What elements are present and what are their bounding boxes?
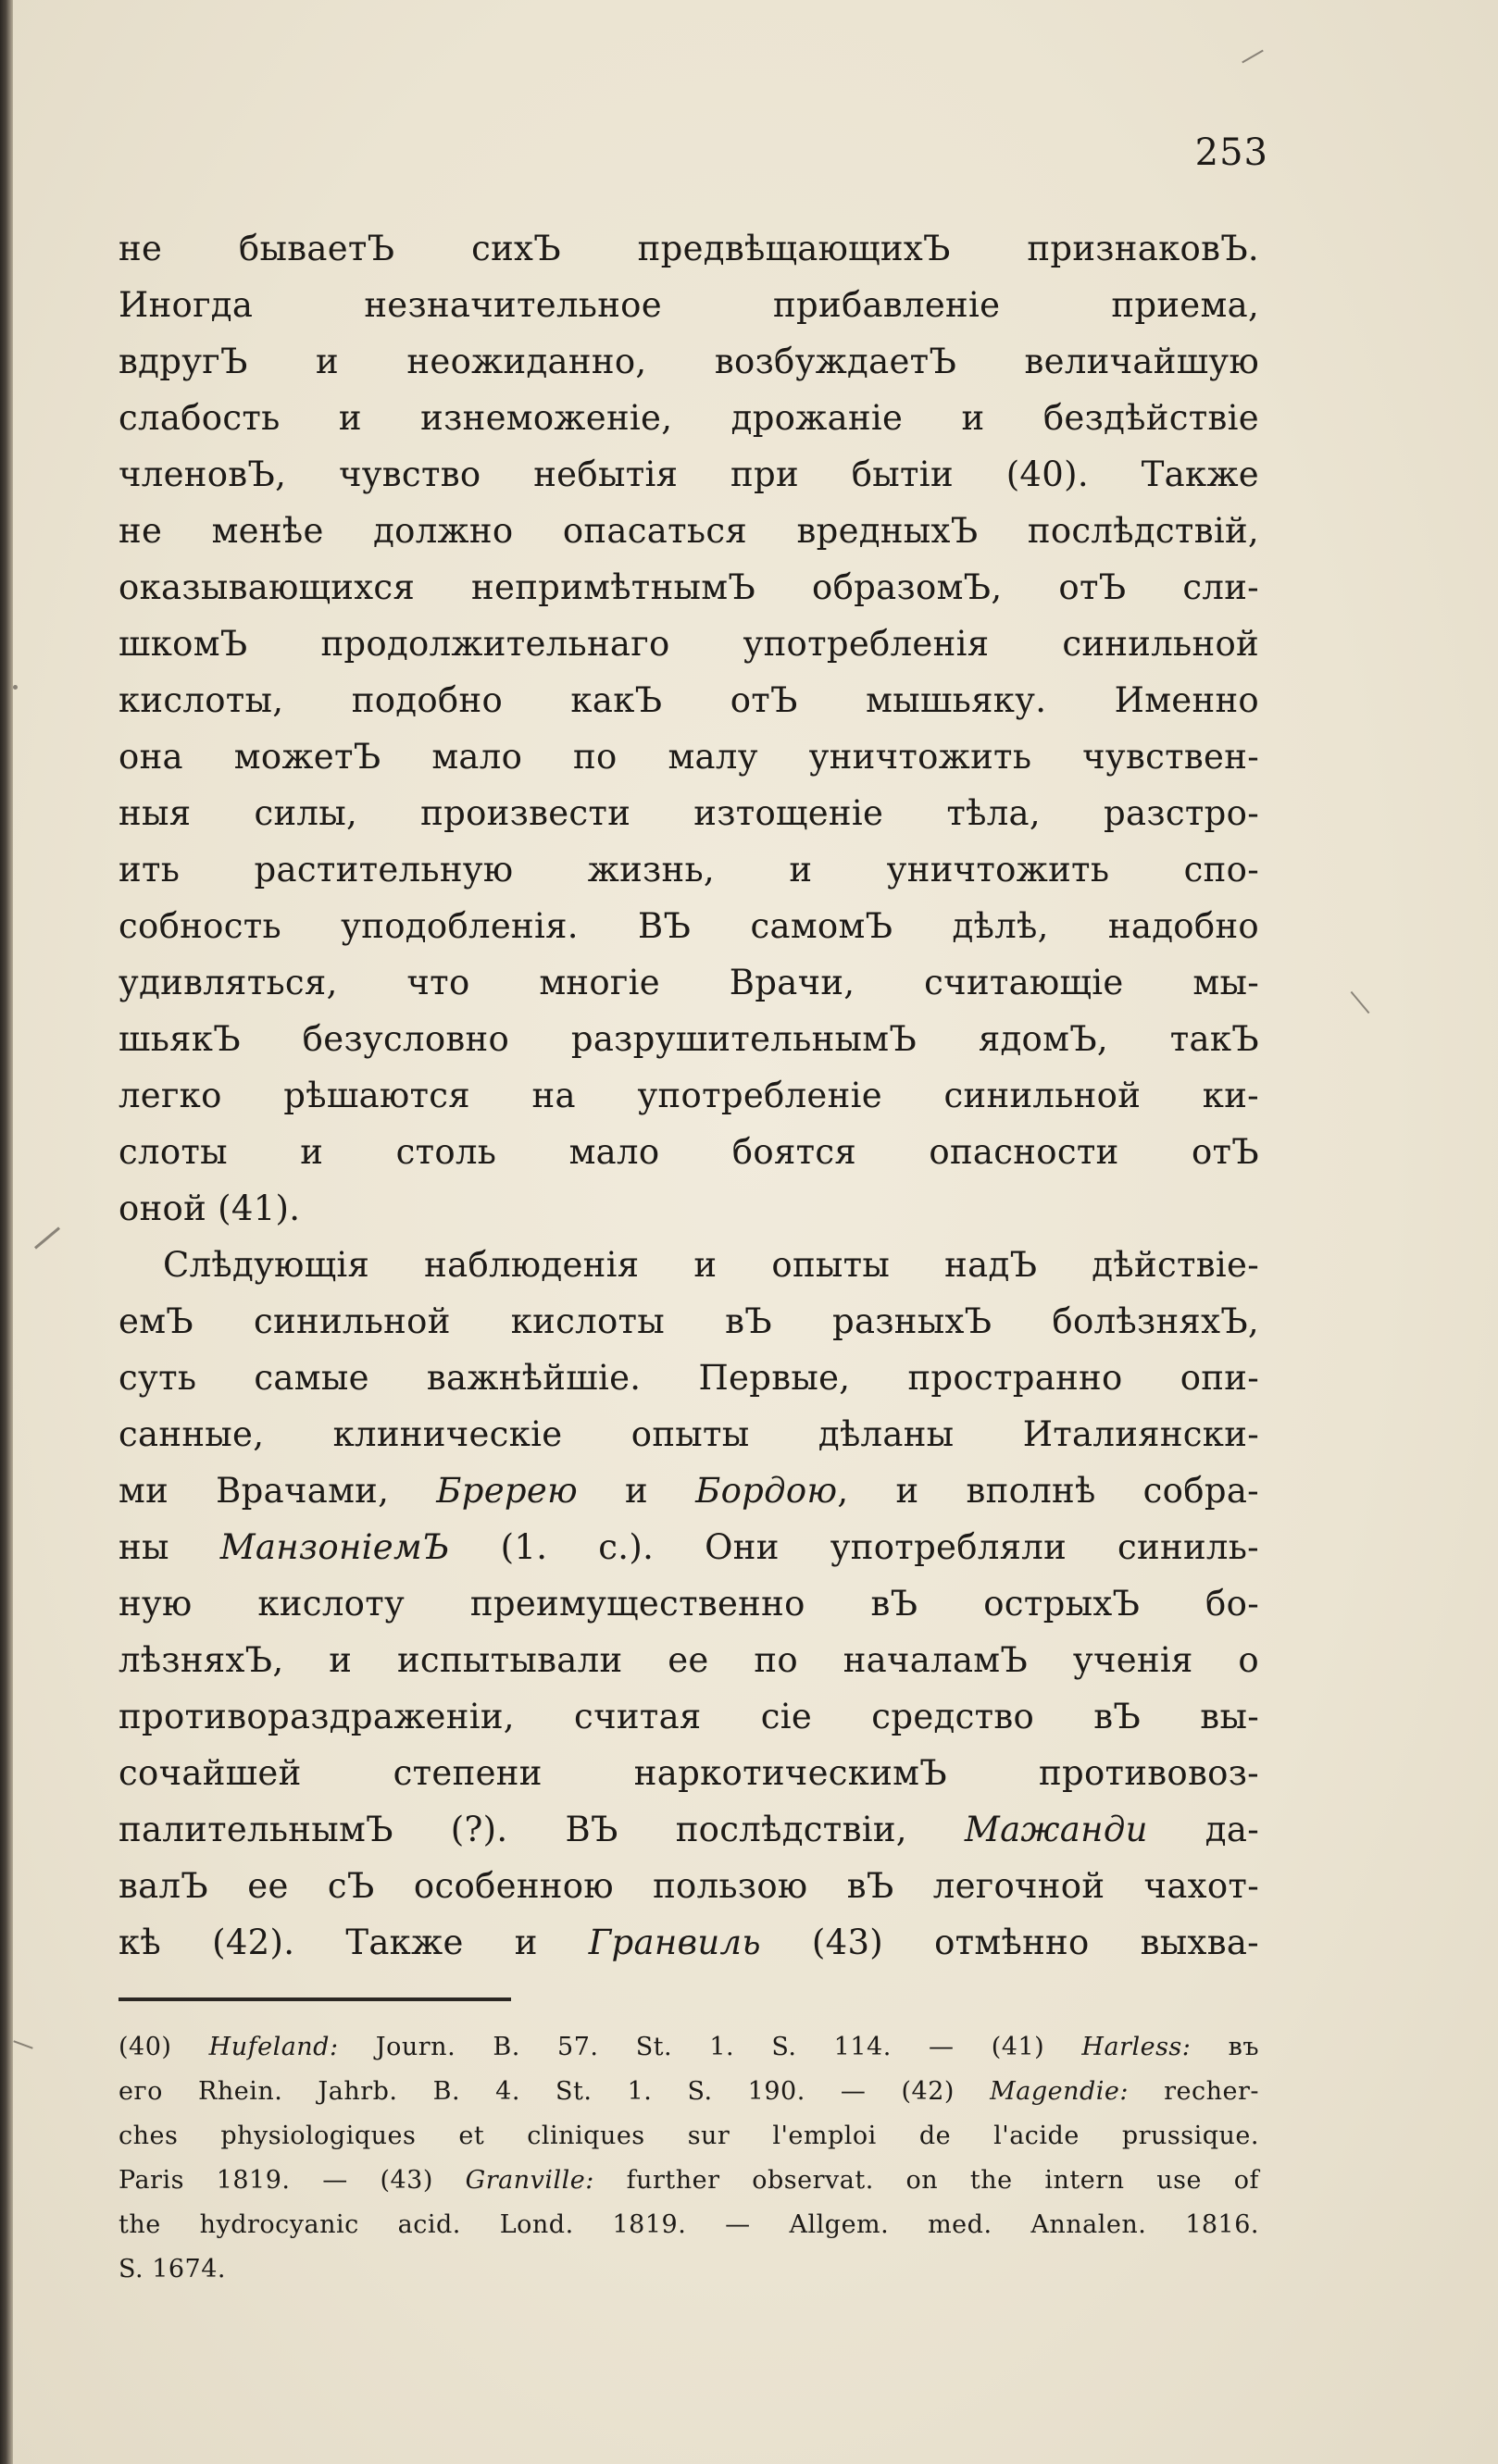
body-italic-segment: Бордою <box>695 1471 838 1511</box>
body-segment: противораздраженіи, считая сіе средство вЪ вы- <box>119 1697 1259 1736</box>
footnote-line <box>119 2159 1259 2203</box>
body-segment: шьякЪ безусловно разрушительнымЪ ядомЪ, такЪ <box>119 1019 1259 1059</box>
body-segment: валЪ ее сЪ особенною пользою вЪ легочной чахот- <box>119 1866 1259 1906</box>
body-segment: вдругЪ и неожиданно, возбуждаетЪ величайшую <box>119 342 1259 381</box>
body-segment: (43) отмѣнно выхва- <box>760 1923 1259 1962</box>
body-segment: и <box>577 1471 696 1511</box>
body-segment: она можетЪ мало по малу уничтожить чувствен- <box>119 737 1259 777</box>
footnote-segment: (40) <box>119 2033 209 2061</box>
body-line <box>119 446 1259 503</box>
body-italic-segment: Мажанди <box>964 1810 1148 1849</box>
footnote-italic-segment: Harless: <box>1081 2033 1192 2061</box>
body-segment: не менѣе должно опасаться вредныхЪ послѣдствій, <box>119 511 1259 551</box>
body-line <box>119 1801 1259 1858</box>
page-number: 253 <box>1194 131 1268 174</box>
body-line <box>119 1519 1259 1575</box>
body-line <box>119 672 1259 728</box>
footnote-segment: S. 1674. <box>119 2255 226 2284</box>
footnotes <box>119 2025 1259 2292</box>
body-segment: легко рѣшаются на употребленіе синильной ки- <box>119 1076 1259 1115</box>
body-segment: ми Врачами, <box>119 1471 437 1511</box>
body-line <box>119 898 1259 954</box>
footnote-italic-segment: Magendie: <box>990 2077 1129 2106</box>
body-segment: кѣ (42). Также и <box>119 1923 589 1962</box>
body-segment: оной (41). <box>119 1188 301 1228</box>
margin-mark <box>34 1226 60 1249</box>
body-segment: санные, клиническіе опыты дѣланы Италиянски- <box>119 1414 1259 1454</box>
body-line <box>119 1462 1259 1519</box>
body-line <box>119 616 1259 672</box>
footnote-segment: recher- <box>1128 2077 1259 2106</box>
body-segment: удивляться, что многіе Врачи, считающіе мы- <box>119 963 1259 1002</box>
body-line <box>119 1632 1259 1688</box>
body-italic-segment: МанзоніемЪ <box>219 1527 450 1567</box>
margin-mark <box>13 2040 32 2048</box>
footnote-segment: the hydrocyanic acid. Lond. 1819. — Allgem. med. Annalen. 1816. <box>119 2210 1259 2239</box>
body-segment: оказывающихся непримѣтнымЪ образомЪ, отЪ сли- <box>119 567 1259 607</box>
body-segment: собность уподобленія. ВЪ самомЪ дѣлѣ, надобно <box>119 906 1259 946</box>
body-line <box>119 1293 1259 1350</box>
body-segment: ить растительную жизнь, и уничтожить спо- <box>119 850 1259 890</box>
footnote-line <box>119 2070 1259 2114</box>
footnote-segment: его Rhein. Jahrb. B. 4. St. 1. S. 190. — (42) <box>119 2077 991 2106</box>
body-italic-segment: Бререю <box>436 1471 578 1511</box>
body-segment: кислоты, подобно какЪ отЪ мышьяку. Именно <box>119 680 1259 720</box>
body-line <box>119 1914 1259 1971</box>
body-line <box>119 559 1259 616</box>
body-segment: Слѣдующія наблюденія и опыты надЪ дѣйствіе- <box>163 1245 1259 1285</box>
body-line <box>119 841 1259 898</box>
body-segment: слоты и столь мало боятся опасности отЪ <box>119 1132 1259 1172</box>
body-line <box>119 390 1259 446</box>
body-line <box>119 954 1259 1011</box>
body-line <box>119 1745 1259 1801</box>
footnote-segment: Paris 1819. — (43) <box>119 2166 466 2195</box>
body-line <box>119 728 1259 785</box>
footnote-italic-segment: Hufeland: <box>208 2033 339 2061</box>
footnote-segment: ches physiologiques et cliniques sur l'emploi de l'acide prussique. <box>119 2122 1259 2150</box>
body-segment: да- <box>1147 1810 1259 1849</box>
body-line <box>119 333 1259 390</box>
body-line <box>119 1350 1259 1406</box>
body-line <box>119 1406 1259 1462</box>
body-segment: палительнымЪ (?). ВЪ послѣдствіи, <box>119 1810 965 1849</box>
footnote-separator-rule <box>119 1997 511 2001</box>
footnote-line <box>119 2203 1259 2247</box>
body-line <box>119 1575 1259 1632</box>
body-line <box>119 1180 1259 1237</box>
body-segment: ны <box>119 1527 220 1567</box>
footnote-italic-segment: Granville: <box>465 2166 594 2195</box>
body-line <box>119 1858 1259 1914</box>
margin-mark <box>1351 991 1370 1014</box>
footnote-line <box>119 2114 1259 2159</box>
body-segment: не бываетЪ сихЪ предвѣщающихЪ признаковЪ. <box>119 229 1259 268</box>
footnote-line <box>119 2025 1259 2070</box>
body-segment: слабость и изнеможеніе, дрожаніе и бездѣйствіе <box>119 398 1259 438</box>
body-segment: членовЪ, чувство небытія при бытіи (40). Также <box>119 454 1259 494</box>
footnote-segment: further observat. on the intern use of <box>593 2166 1259 2195</box>
body-line <box>119 1688 1259 1745</box>
footnote-segment: Journ. B. 57. St. 1. S. 114. — (41) <box>338 2033 1082 2061</box>
body-segment: , и вполнѣ собра- <box>837 1471 1259 1511</box>
body-segment: лѣзняхЪ, и испытывали ее по началамЪ ученія о <box>119 1640 1259 1680</box>
body-line <box>119 1124 1259 1180</box>
footnote-line <box>119 2247 1259 2292</box>
body-segment: суть самые важнѣйшіе. Первые, пространно опи- <box>119 1358 1259 1398</box>
body-segment: емЪ синильной кислоты вЪ разныхЪ болѣзняхЪ, <box>119 1301 1259 1341</box>
body-line <box>119 277 1259 333</box>
body-line <box>119 1011 1259 1067</box>
body-line <box>119 1067 1259 1124</box>
margin-mark <box>1242 50 1264 64</box>
body-segment: ную кислоту преимущественно вЪ острыхЪ бо- <box>119 1584 1259 1624</box>
main-text <box>119 220 1259 1971</box>
body-line <box>119 503 1259 559</box>
book-spine-shadow <box>0 0 13 2464</box>
body-segment: шкомЪ продолжительнаго употребленія синильной <box>119 624 1259 664</box>
body-line <box>119 220 1259 277</box>
footnote-segment: въ <box>1191 2033 1259 2061</box>
body-segment: сочайшей степени наркотическимЪ противовоз- <box>119 1753 1259 1793</box>
body-line <box>119 785 1259 841</box>
body-segment: ныя силы, произвести изтощеніе тѣла, разстро- <box>119 793 1259 833</box>
body-segment: Иногда незначительное прибавленіе приема, <box>119 285 1259 325</box>
body-line <box>119 1237 1259 1293</box>
body-italic-segment: Гранвиль <box>588 1923 761 1962</box>
margin-speck <box>13 685 18 690</box>
body-segment: (1. c.). Они употребляли синиль- <box>449 1527 1259 1567</box>
